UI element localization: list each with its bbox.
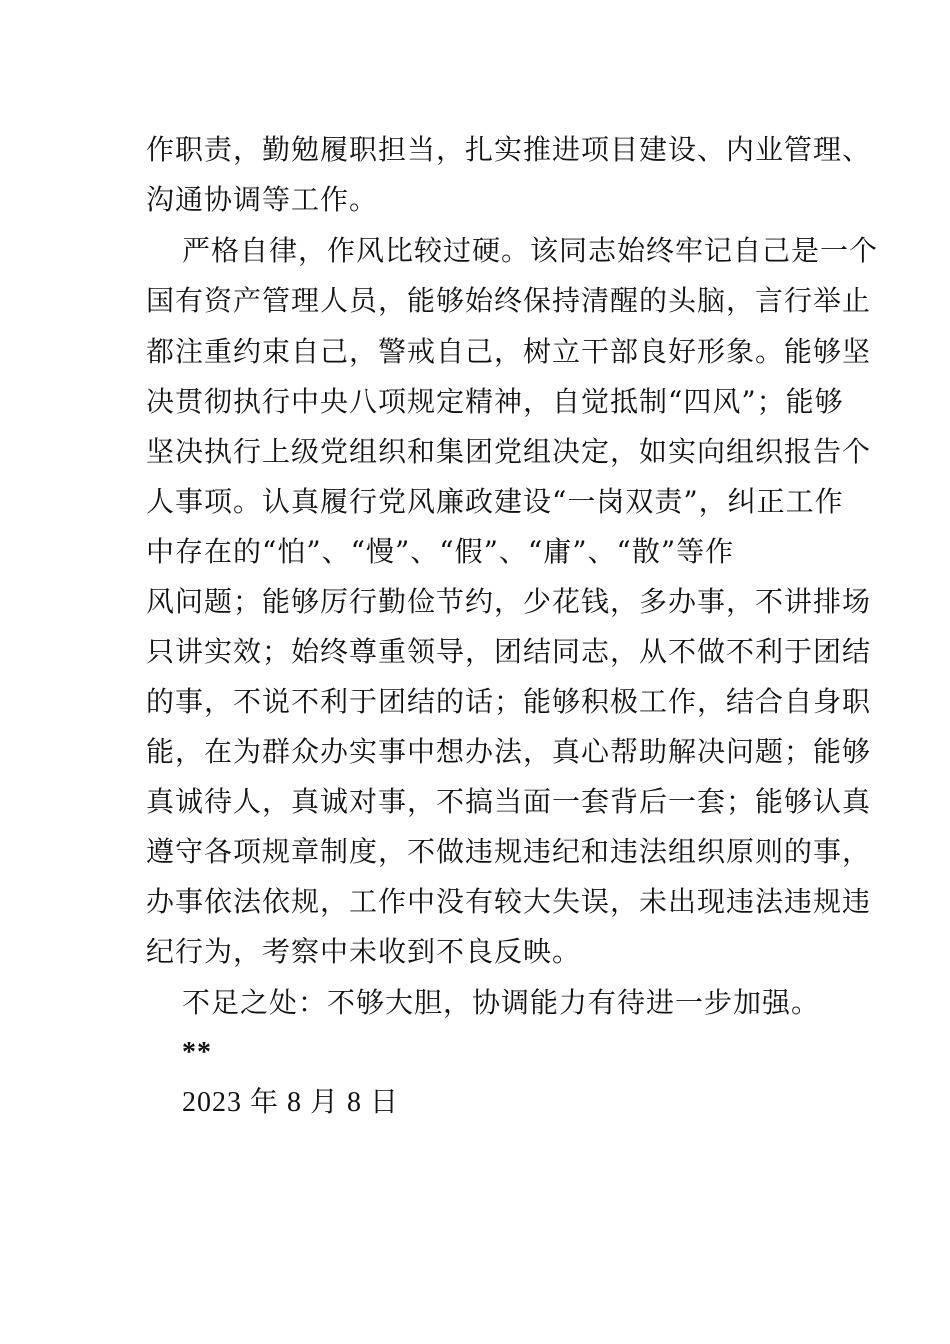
body-text-line: 中存在的“怕”、“慢”、“假”、“庸”、“散”等作 (146, 535, 735, 568)
body-text-line: 坚决执行上级党组织和集团党组决定，如实向组织报告个 (146, 435, 872, 468)
body-text-line: 沟通协调等工作。 (146, 183, 379, 216)
body-text-line: 能，在为群众办实事中想办法，真心帮助解决问题；能够 (146, 735, 872, 768)
paragraph-start-line: 严格自律，作风比较过硬。该同志始终牢记自己是一个 (182, 234, 879, 267)
body-text-line: 人事项。认真履行党风廉政建设“一岗双责”，纠正工作 (146, 485, 844, 518)
body-text-line: 只讲实效；始终尊重领导，团结同志，从不做不利于团结 (146, 635, 872, 668)
body-text-line: 国有资产管理人员，能够始终保持清醒的头脑，言行举止 (146, 284, 872, 317)
body-text-line: 风问题；能够厉行勤俭节约，少花钱，多办事，不讲排场 (146, 585, 872, 618)
signature-name: ** (182, 1037, 212, 1068)
shortcomings-line: 不足之处：不够大胆，协调能力有待进一步加强。 (182, 986, 821, 1019)
body-text-line: 的事，不说不利于团结的话；能够积极工作，结合自身职 (146, 685, 872, 718)
body-text-line: 作职责，勤勉履职担当，扎实推进项目建设、内业管理、 (146, 133, 872, 166)
body-text-line: 都注重约束自己，警戒自己，树立干部良好形象。能够坚 (146, 335, 872, 368)
body-text-line: 办事依法依规，工作中没有较大失误，未出现违法违规违 (146, 885, 872, 918)
document-date: 2023 年 8 月 8 日 (182, 1087, 400, 1118)
body-text-line: 决贯彻执行中央八项规定精神，自觉抵制“四风”；能够 (146, 385, 844, 418)
body-text-line: 遵守各项规章制度，不做违规违纪和违法组织原则的事， (146, 835, 872, 868)
body-text-line: 纪行为，考察中未收到不良反映。 (146, 935, 582, 968)
body-text-line: 真诚待人，真诚对事，不搞当面一套背后一套；能够认真 (146, 785, 872, 818)
